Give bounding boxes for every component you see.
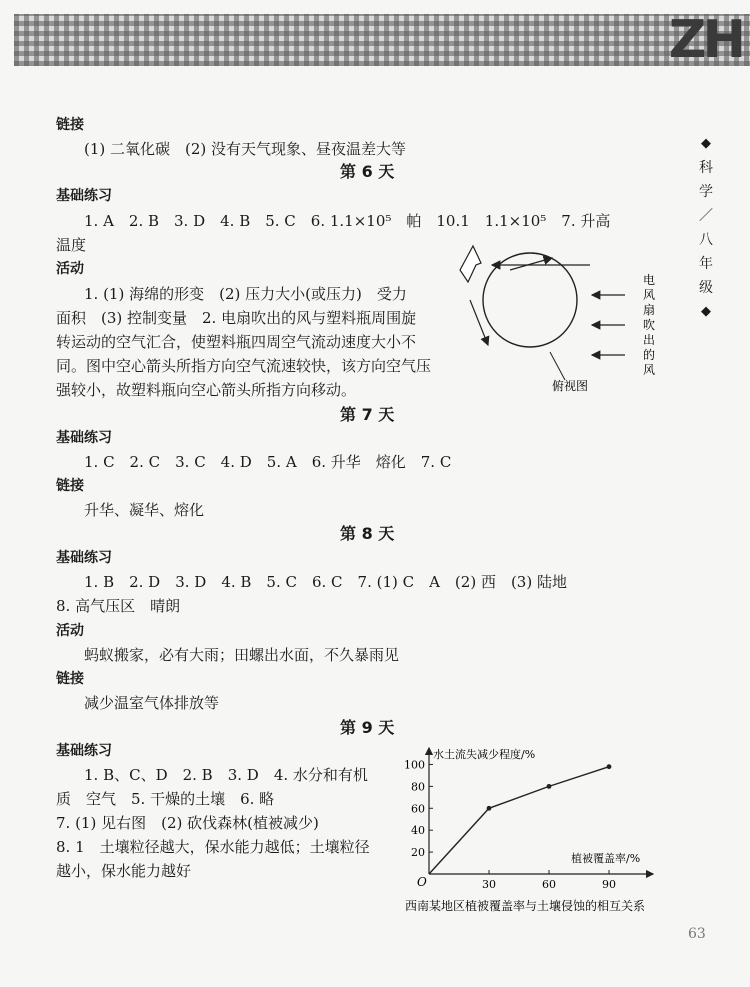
day-heading-8: 第 8 天 [340, 524, 395, 543]
subject-char-1: 科 [699, 160, 713, 176]
section-heading-basic: 基础练习 [56, 550, 112, 566]
answer-line: 转运动的空气汇合，使塑料瓶四周空气流动速度大小不 [56, 333, 417, 351]
fan-bottle-diagram [440, 240, 670, 400]
wind-label-char: 扇 [642, 303, 656, 317]
day-heading-6: 第 6 天 [340, 162, 395, 181]
section-heading-link: 链接 [56, 478, 84, 494]
wind-label-char: 的 [642, 348, 656, 362]
x-tick-label: 30 [482, 878, 496, 891]
answer-line: 质 空气 5. 干燥的土壤 6. 略 [56, 790, 275, 808]
x-tick-label: 90 [602, 878, 616, 891]
answer-line: 强较小，故塑料瓶向空心箭头所指方向移动。 [56, 381, 357, 399]
vegetation-erosion-chart [375, 740, 675, 915]
y-tick-label: 100 [404, 758, 425, 772]
answer-line: 面积 (3) 控制变量 2. 电扇吹出的风与塑料瓶周围旋 [56, 309, 417, 327]
answer-line: 7. (1) 见右图 (2) 砍伐森林(植被减少) [56, 814, 319, 832]
bottle-circle [483, 253, 577, 347]
y-axis-label: 水土流失减少程度/% [433, 748, 536, 761]
answer-line: 1. A 2. B 3. D 4. B 5. C 6. 1.1×10⁵ 帕 10.1 1.1×10⁵ 7. 升高 [84, 212, 611, 230]
answer-line: 1. B、C、D 2. B 3. D 4. 水分和有机 [84, 766, 368, 784]
swirl-arrow [510, 258, 552, 270]
side-subject-label [696, 132, 716, 324]
subject-char-2: 学 [699, 184, 713, 200]
page-number: 63 [688, 926, 706, 942]
data-point [607, 764, 612, 769]
data-point [487, 806, 492, 811]
y-tick-label: 80 [411, 780, 425, 794]
grade-char-2: 年 [699, 256, 713, 272]
answer-line: 1. C 2. C 3. C 4. D 5. A 6. 升华 熔化 7. C [84, 453, 452, 471]
answer-line: 升华、凝华、熔化 [84, 501, 205, 519]
day-heading-9: 第 9 天 [340, 718, 395, 737]
answer-line: (1) 二氧化碳 (2) 没有天气现象、昼夜温差大等 [84, 140, 407, 158]
series-logo: ZH [668, 10, 742, 70]
section-heading-activity: 活动 [56, 261, 84, 277]
wind-label-char: 风 [642, 288, 656, 302]
swirl-arrow [470, 300, 488, 345]
grade-char-1: 八 [699, 232, 713, 248]
section-heading-activity: 活动 [56, 623, 84, 639]
page-header-banner [14, 10, 750, 70]
diagram-caption: 俯视图 [552, 379, 589, 393]
section-heading-basic: 基础练习 [56, 430, 112, 446]
diamond-icon-top: ◆ [701, 136, 711, 151]
y-tick-label: 60 [411, 802, 425, 816]
section-heading-link: 链接 [56, 671, 84, 687]
answer-line: 蚂蚁搬家，必有大雨；田螺出水面，不久暴雨见 [84, 646, 400, 664]
x-axis-label: 植被覆盖率/% [571, 852, 641, 865]
answer-line: 越小，保水能力越好 [56, 862, 192, 880]
wind-label-char: 出 [642, 333, 656, 347]
wind-label-char: 吹 [642, 318, 656, 332]
answer-line: 8. 高气压区 晴朗 [56, 597, 181, 615]
chart-title: 西南某地区植被覆盖率与土壤侵蚀的相互关系 [404, 899, 646, 913]
section-heading-basic: 基础练习 [56, 188, 112, 204]
answer-line: 8. 1 土壤粒径越大，保水能力越低；土壤粒径 [56, 838, 370, 856]
side-slash: ／ [699, 208, 713, 224]
data-point [547, 784, 552, 789]
y-tick-label: 20 [411, 846, 425, 860]
day-heading-7: 第 7 天 [340, 405, 395, 424]
diamond-icon-bottom: ◆ [701, 304, 711, 319]
x-tick-label: 60 [542, 878, 556, 891]
wind-label [643, 272, 655, 377]
answer-line: 1. (1) 海绵的形变 (2) 压力大小(或压力) 受力 [84, 285, 407, 303]
hollow-arrow [460, 246, 481, 282]
answer-line: 1. B 2. D 3. D 4. B 5. C 6. C 7. (1) C A (2) 西 (3) 陆地 [84, 573, 567, 591]
wind-label-char: 风 [642, 363, 656, 377]
y-tick-label: 40 [411, 824, 425, 838]
section-heading-basic: 基础练习 [56, 743, 112, 759]
leader-line [550, 352, 565, 380]
wind-label-char: 电 [642, 273, 656, 287]
grade-char-3: 级 [699, 280, 713, 296]
section-heading-link: 链接 [56, 117, 84, 133]
answer-line: 温度 [56, 236, 87, 254]
answer-line: 减少温室气体排放等 [84, 694, 220, 712]
origin-label: O [417, 875, 427, 889]
answer-line: 同。图中空心箭头所指方向空气流速较快，该方向空气压 [56, 357, 432, 375]
